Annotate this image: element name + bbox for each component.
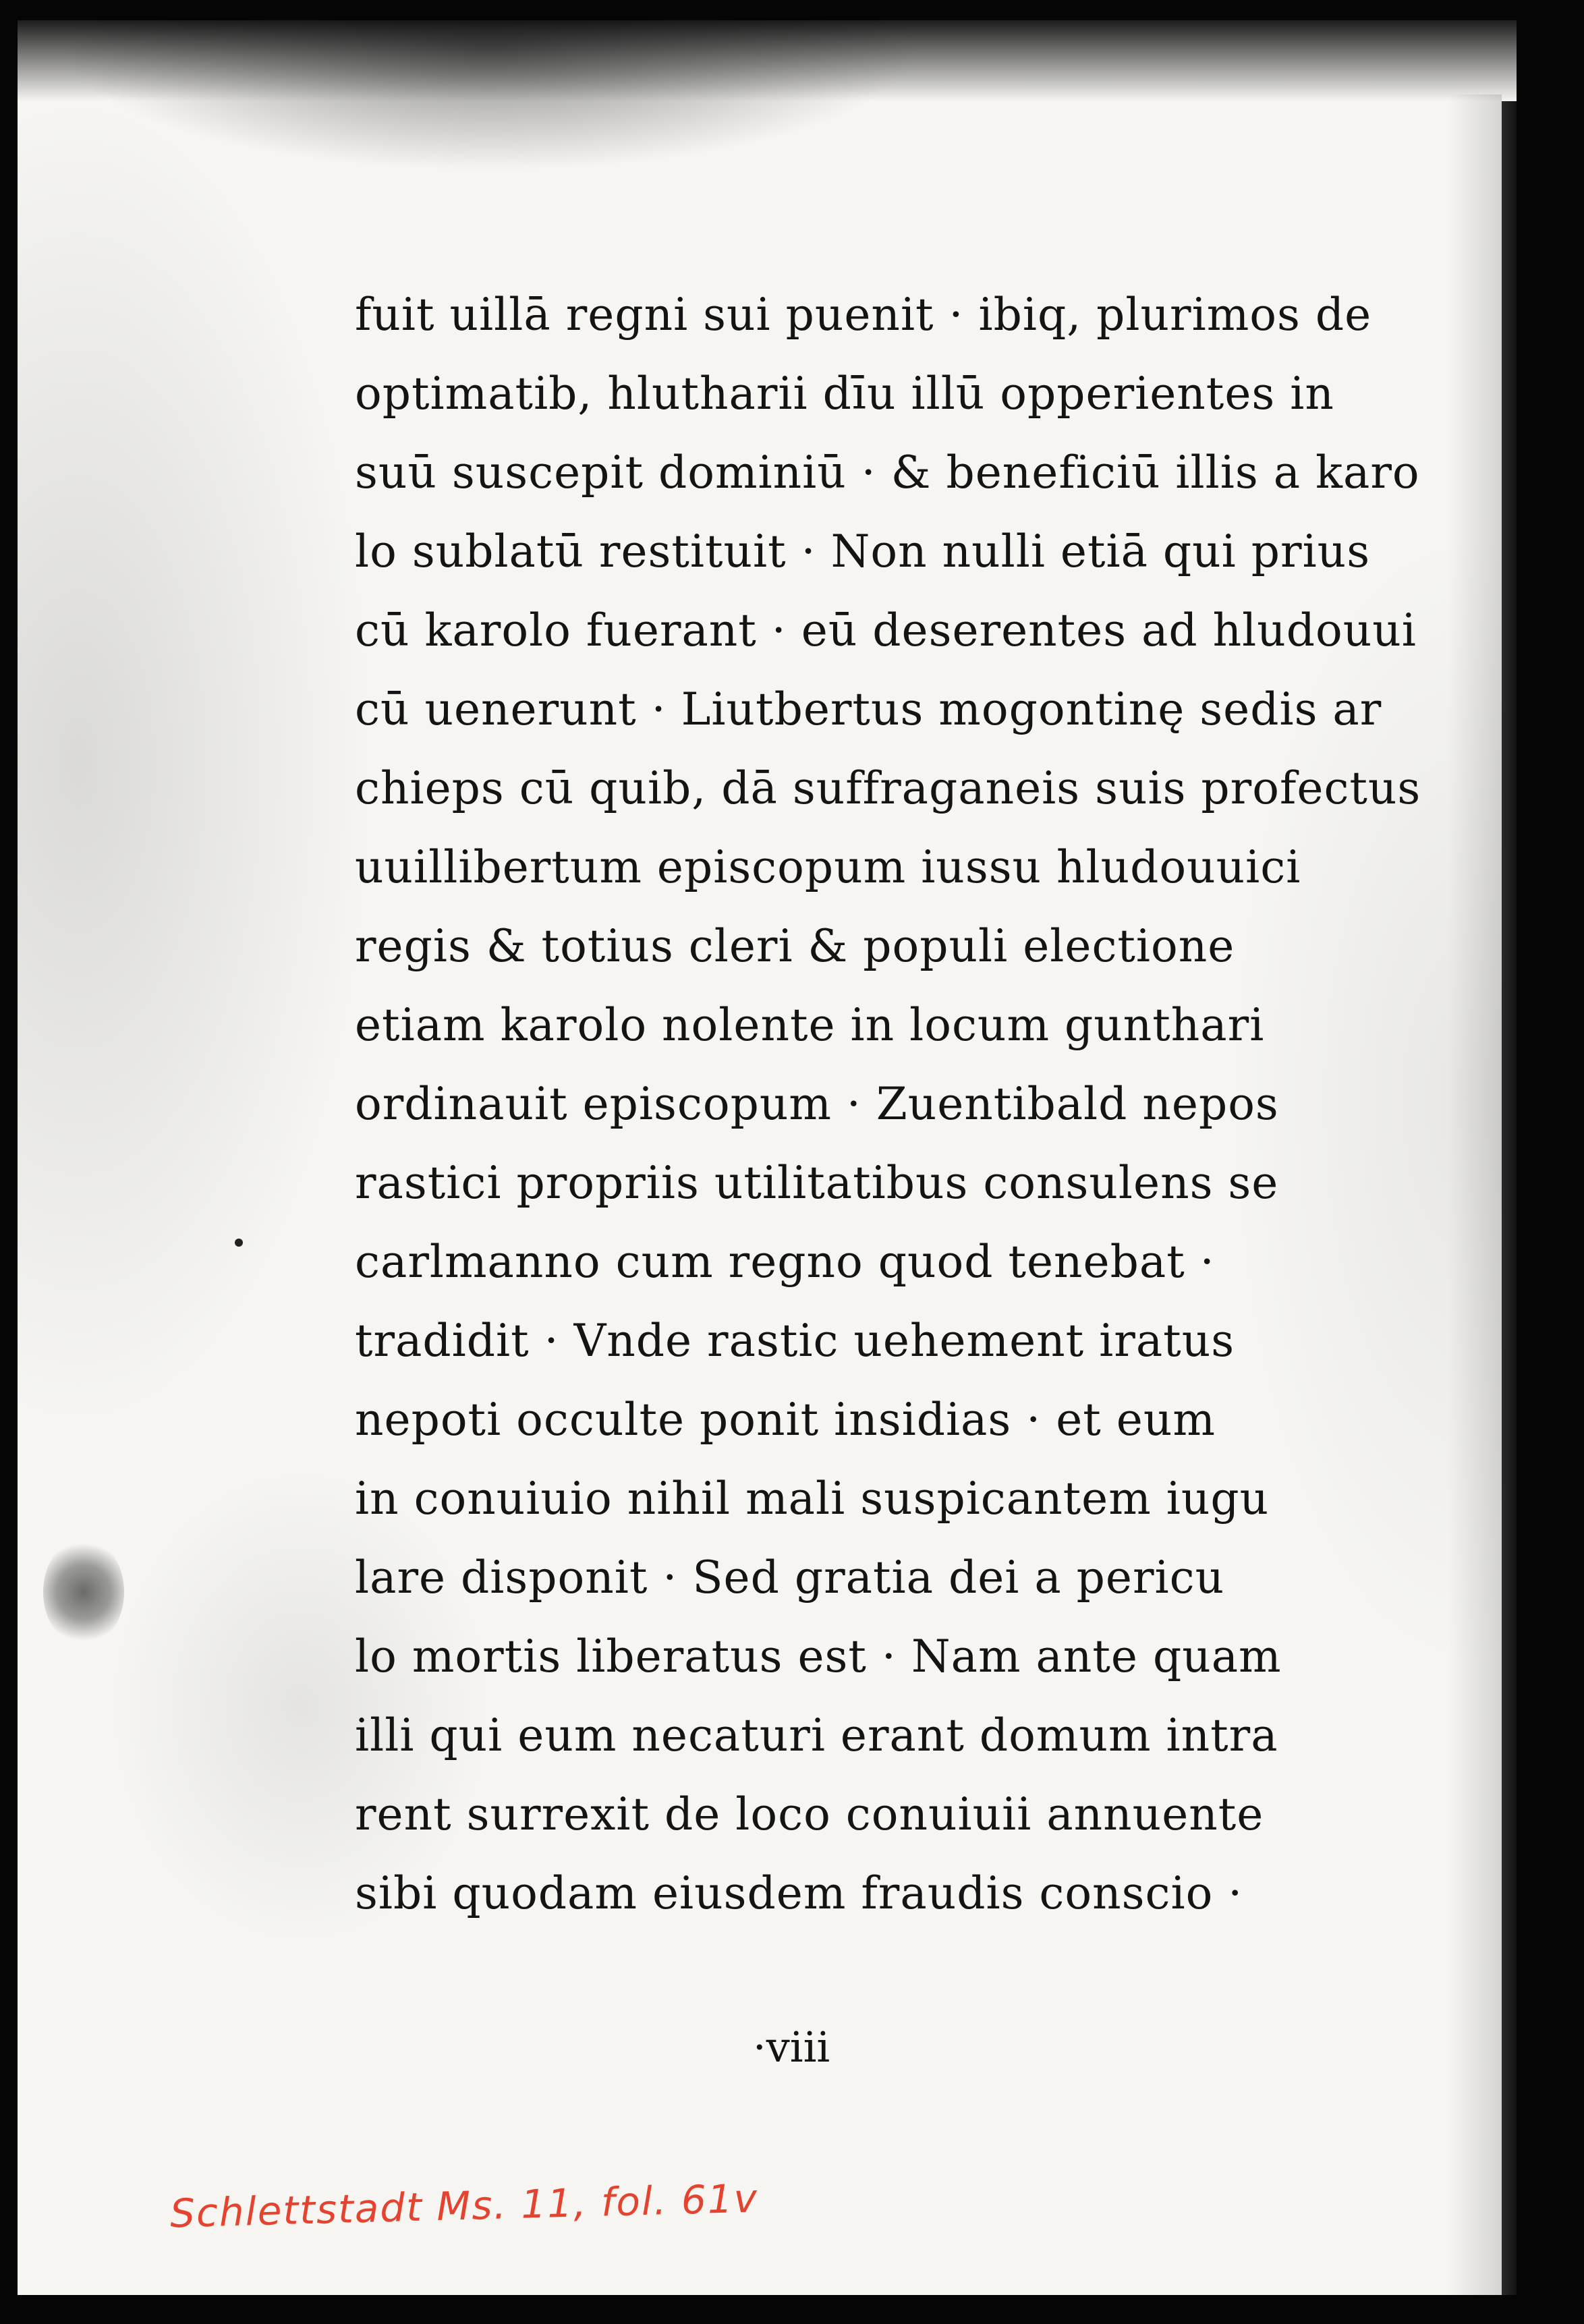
text-line: cū uenerunt · Liutbertus mogontinę sedis ar xyxy=(355,683,1382,735)
text-line: rent surrexit de loco conuiuii annuente xyxy=(355,1788,1264,1840)
text-line: optimatib, hlutharii dīu illū opperientes in xyxy=(355,368,1334,420)
archive-annotation: Schlettstadt Ms. 11, fol. 61v xyxy=(169,2175,759,2237)
text-line: illi qui eum necaturi erant domum intra xyxy=(355,1709,1278,1761)
page-edge xyxy=(1502,101,1517,2295)
manuscript-page xyxy=(18,20,1517,2295)
folio-number: ·viii xyxy=(753,2022,830,2072)
text-line: cū karolo fuerant · eū deserentes ad hludouui xyxy=(355,604,1417,656)
text-line: rastici propriis utilitatibus consulens se xyxy=(355,1157,1279,1209)
text-line: tradidit · Vnde rastic uehement iratus xyxy=(355,1315,1235,1367)
text-line: regis & totius cleri & populi electione xyxy=(355,920,1235,972)
margin-stain xyxy=(43,1538,124,1646)
text-line: etiam karolo nolente in locum gunthari xyxy=(355,999,1265,1051)
text-line: carlmanno cum regno quod tenebat · xyxy=(355,1236,1215,1288)
top-shadow xyxy=(18,20,1517,101)
text-line: lare disponit · Sed gratia dei a pericu xyxy=(355,1552,1225,1604)
text-line: in conuiuio nihil mali suspicantem iugu xyxy=(355,1473,1270,1525)
text-line: nepoti occulte ponit insidias · et eum xyxy=(355,1394,1216,1446)
text-line: ordinauit episcopum · Zuentibald nepos xyxy=(355,1078,1279,1130)
margin-dot xyxy=(235,1239,243,1247)
text-line: uuillibertum episcopum iussu hludouuici xyxy=(355,841,1301,893)
text-line: suū suscepit dominiū · & beneficiū illis a karo xyxy=(355,447,1420,499)
text-line: fuit uillā regni sui puenit · ibiq, plurimos de xyxy=(355,289,1372,341)
text-line: lo sublatū restituit · Non nulli etiā qui prius xyxy=(355,526,1371,577)
text-line: sibi quodam eiusdem fraudis conscio · xyxy=(355,1867,1243,1919)
text-line: chieps cū quib, dā suffraganeis suis profectus xyxy=(355,762,1421,814)
manuscript-text xyxy=(355,275,1475,1933)
text-line: lo mortis liberatus est · Nam ante quam xyxy=(355,1631,1282,1682)
